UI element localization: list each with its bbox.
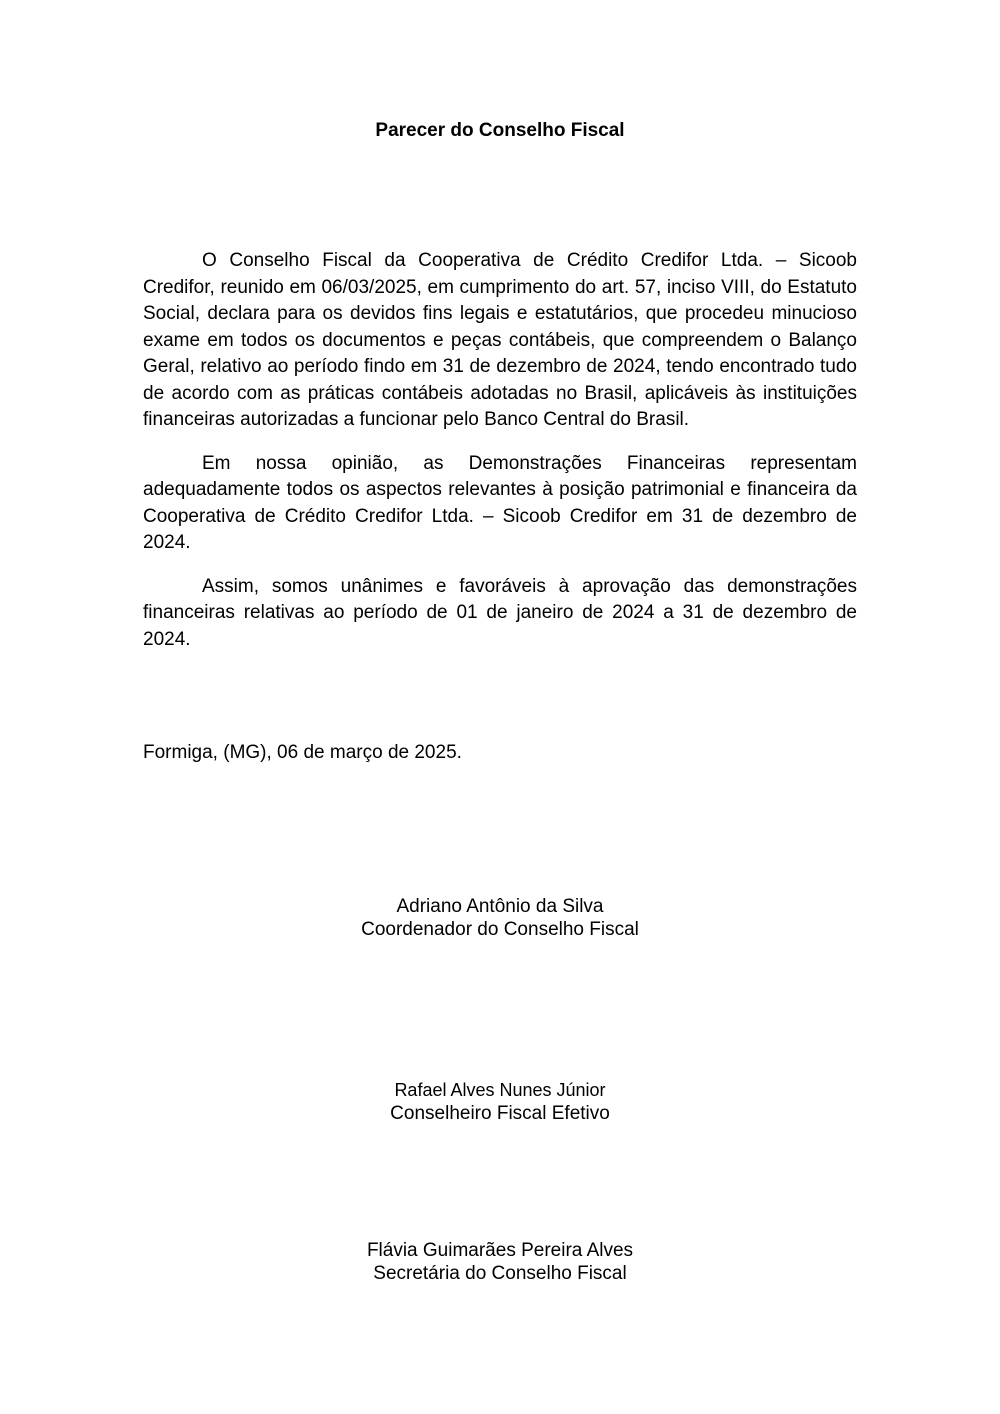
paragraph-declaration: O Conselho Fiscal da Cooperativa de Crédito Credifor Ltda. – Sicoob Credifor, reunido em 06/03/2025, em cumprimento do art. 57, inciso VIII, do Estatuto Social, declara para os devidos fins legais e estatutários, que procedeu minucioso exame em todos os documentos e peças contábeis, que compreendem o Balanço Geral, relativo ao período findo em 31 de dezembro de 2024, tendo encontrado tudo de acordo com as práticas contábeis adotadas no Brasil, aplicáveis às instituições financeiras autorizadas a funcionar pelo Banco Central do Brasil. — [143, 250, 857, 430]
paragraph-opinion: Em nossa opinião, as Demonstrações Financeiras representam adequadamente todos os aspectos relevantes à posição patrimonial e financeira da Cooperativa de Crédito Credifor Ltda. – Sicoob Credifor em 31 de dezembro de 2024. — [143, 452, 857, 553]
signatory-role: Coordenador do Conselho Fiscal — [361, 919, 639, 940]
signature-block-secretary — [0, 1239, 1000, 1285]
place-date: Formiga, (MG), 06 de março de 2025. — [143, 742, 462, 763]
signatory-role: Secretária do Conselho Fiscal — [373, 1263, 627, 1284]
signature-block-councillor — [0, 1079, 1000, 1125]
signatory-role: Conselheiro Fiscal Efetivo — [390, 1103, 610, 1124]
paragraph-approval: Assim, somos unânimes e favoráveis à aprovação das demonstrações financeiras relativas ao período de 01 de janeiro de 2024 a 31 de dezembro de 2024. — [143, 575, 857, 650]
signature-block-coordinator — [0, 895, 1000, 941]
signatory-name: Rafael Alves Nunes Júnior — [394, 1080, 606, 1100]
document-body — [143, 248, 857, 670]
signatory-name: Adriano Antônio da Silva — [396, 896, 604, 917]
document-title: Parecer do Conselho Fiscal — [375, 120, 625, 141]
signatory-name: Flávia Guimarães Pereira Alves — [366, 1240, 634, 1261]
